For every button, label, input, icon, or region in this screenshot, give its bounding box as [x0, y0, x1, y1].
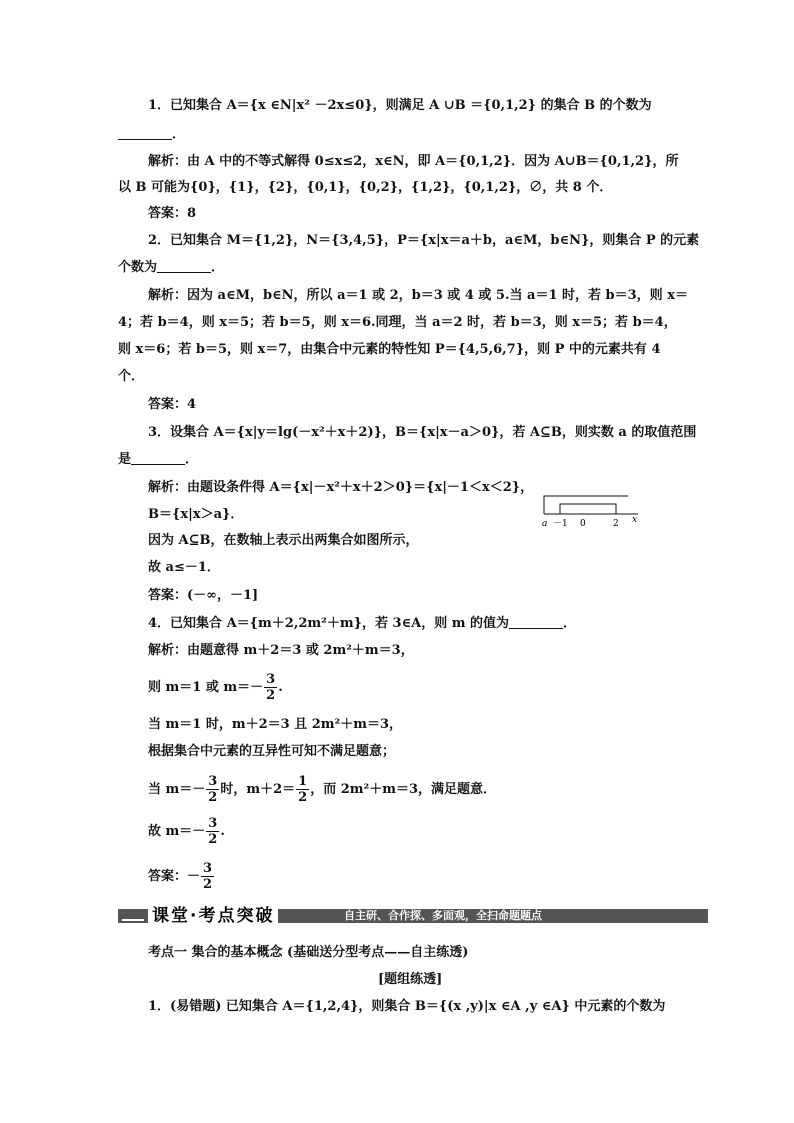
fraction: $\frac{1}{2}$	[298, 774, 308, 805]
q2-stem-line-1: 2．已知集合 M＝{1,2}，N＝{3,4,5}，P＝{x|x＝a＋b，a∈M，b∈N}，则集合 P 的元素	[148, 233, 700, 248]
q4-solution-line-6: 故 m＝－ $\frac{3}{2}$ .	[148, 816, 225, 847]
q3-solution-line-1: 解析：由题设条件得 A＝{x|－x²＋x＋2＞0}＝{x|－1＜x＜2}，	[148, 480, 534, 495]
fraction: $\frac{3}{2}$	[203, 861, 213, 892]
q4-solution-line-5: 当 m＝－ $\frac{3}{2}$ 时，m＋2＝ $\frac{1}{2}$ ，而 2m²＋m＝3，满足题意．	[148, 774, 497, 805]
q2-solution-line-2: 4；若 b＝4，则 x＝5；若 b＝5，则 x＝6.同理，当 a＝2 时，若 b＝3，则 x＝5；若 b＝4，	[118, 315, 677, 330]
banner-subtitle: 自主研、合作探、多面观，全扫命题题点	[344, 909, 542, 922]
q2-solution-line-4: 个．	[118, 369, 145, 384]
q3-solution-line-2: B＝{x|x＞a}．	[148, 507, 244, 522]
answer-blank	[131, 450, 185, 465]
axis-label-x: x	[632, 515, 638, 525]
q4-solution-line-2: 则 m＝1 或 m＝－ $\frac{3}{2}$ .	[148, 672, 283, 703]
q1-solution-line-2: 以 B 可能为{0}，{1}，{2}，{0,1}，{0,2}，{1,2}，{0,1,2}，∅，共 8 个．	[118, 180, 613, 195]
banner-hook-decoration	[122, 913, 144, 921]
set-a-bracket	[560, 504, 616, 514]
q2-solution-line-3: 则 x＝6；若 b＝5，则 x＝7，由集合中元素的特性知 P＝{4,5,6,7}，则 P 中的元素共有 4	[118, 342, 661, 357]
q2-solution-line-1: 解析：因为 a∈M，b∈N，所以 a＝1 或 2，b＝3 或 4 或 5.当 a＝1 时，若 b＝3，则 x＝	[148, 288, 688, 303]
axis-label-a: a	[542, 519, 548, 529]
answer-blank	[118, 125, 172, 140]
q3-solution-line-4: 故 a≤－1．	[148, 560, 220, 575]
answer-blank	[157, 258, 211, 273]
section-q1: 1．(易错题) 已知集合 A＝{1,2,4}，则集合 B＝{(x ,y)|x ∈A ,y ∈A} 中元素的个数为	[148, 999, 666, 1014]
q1-answer: 答案：8	[148, 206, 197, 221]
section-banner	[118, 905, 708, 927]
q3-answer: 答案：(－∞，－1]	[148, 588, 259, 603]
answer-blank	[509, 614, 563, 629]
set-b-bracket	[544, 496, 628, 514]
number-line-figure	[540, 492, 650, 532]
q4-answer: 答案：－ $\frac{3}{2}$	[148, 861, 213, 892]
q1-blank-line: ．	[118, 125, 185, 145]
axis-label-0: 0	[580, 519, 586, 529]
axis-label-minus-1: －1	[553, 519, 568, 529]
q4-solution-line-4: 根据集合中元素的互异性可知不满足题意；	[148, 744, 396, 759]
q4-solution-line-1: 解析：由题意得 m＋2＝3 或 2m²＋m＝3，	[148, 643, 414, 658]
q3-stem-line-1: 3．设集合 A＝{x|y＝lg(－x²＋x＋2)}，B＝{x|x－a＞0}，若 A⊆B，则实数 a 的取值范围	[148, 425, 697, 440]
banner-title: 课堂·考点突破	[148, 905, 278, 927]
q2-answer: 答案：4	[148, 397, 197, 412]
q1-solution-line-1: 解析：由 A 中的不等式解得 0≤x≤2，x∈N，即 A＝{0,1,2}．因为 A∪B＝{0,1,2}，所	[148, 154, 679, 169]
axis-label-2: 2	[613, 519, 619, 529]
section-subheading: [题组练透]	[378, 972, 443, 987]
fraction: $\frac{3}{2}$	[266, 672, 276, 703]
q4-stem: 4．已知集合 A＝{m＋2,2m²＋m}，若 3∈A，则 m 的值为 ．	[148, 616, 577, 631]
q3-solution-line-3: 因为 A⊆B，在数轴上表示出两集合如图所示，	[148, 533, 419, 548]
section-heading: 考点一 集合的基本概念 (基础送分型考点——自主练透)	[148, 945, 469, 960]
fraction: $\frac{3}{2}$	[208, 816, 218, 847]
q1-stem: 1．已知集合 A＝{x ∈N|x² －2x≤0}，则满足 A ∪B ＝{0,1,2} 的集合 B 的个数为	[148, 98, 652, 113]
fraction: $\frac{3}{2}$	[208, 774, 218, 805]
q2-stem-line-2: 个数为 ．	[118, 260, 225, 275]
q4-solution-line-3: 当 m＝1 时，m＋2＝3 且 2m²＋m＝3，	[148, 717, 403, 732]
q3-stem-line-2: 是 ．	[118, 452, 199, 467]
